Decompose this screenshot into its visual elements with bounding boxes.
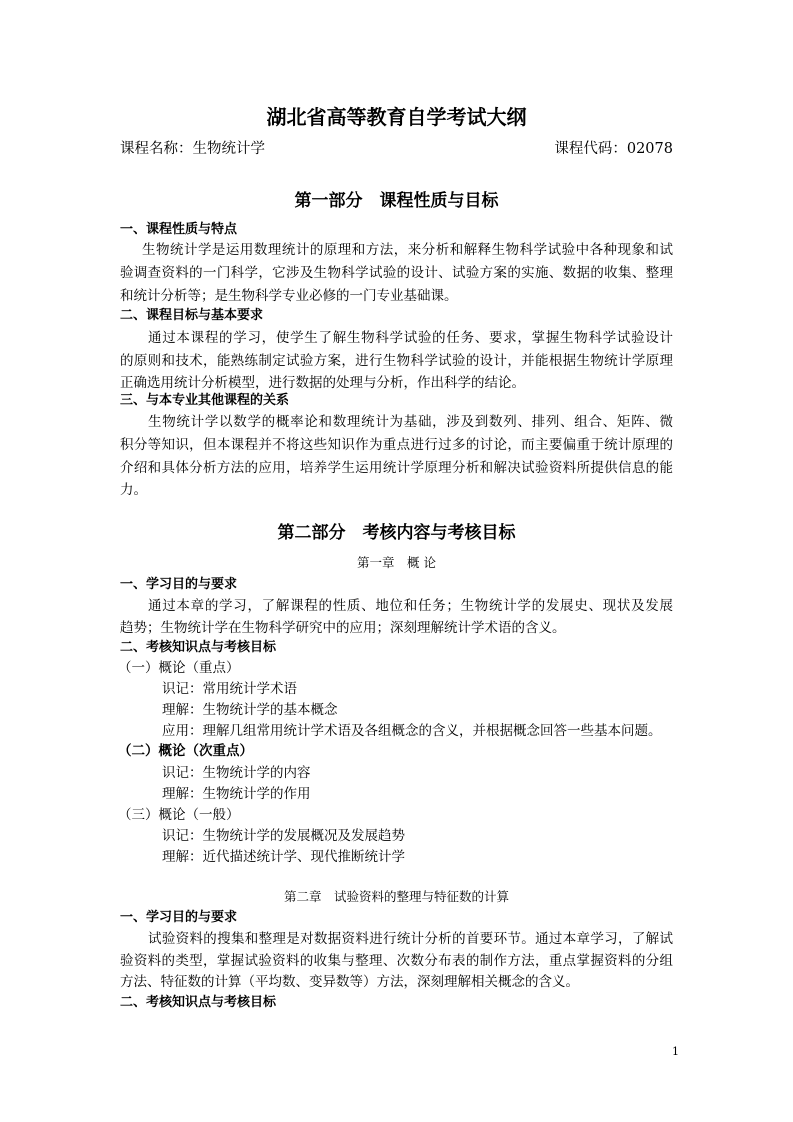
course-code: 课程代码：02078 xyxy=(554,141,673,157)
paragraph-line: 积分等知识，但本课程并不将这些知识作为重点进行过多的讨论，而主要偏重于统计原理的 xyxy=(120,437,673,453)
chapter-heading: 第一章 概 论 xyxy=(357,555,436,570)
section-heading: 二、考核知识点与考核目标 xyxy=(120,995,277,1010)
paragraph-line: 的原则和技术，能熟练制定试验方案，进行生物科学试验的设计，并能根据生物统计学原理 xyxy=(120,353,673,369)
paragraph-line: 和统计分析等；是生物科学专业必修的一门专业基础课。 xyxy=(120,288,458,304)
section-heading: 一、学习目的与要求 xyxy=(120,910,238,925)
page-number: 1 xyxy=(672,1045,679,1058)
paragraph-line: 验调查资料的一门科学，它涉及生物科学试验的设计、试验方案的实施、数据的收集、整理 xyxy=(120,265,673,281)
knowledge-line: 理解：近代描述统计学、现代推断统计学 xyxy=(162,849,405,865)
paragraph-line: 验资料的类型，掌握试验资料的收集与整理、次数分布表的制作方法，重点掌握资料的分组 xyxy=(120,953,673,969)
knowledge-line: 应用：理解几组常用统计学术语及各组概念的含义，并根据概念回答一些基本问题。 xyxy=(162,723,662,739)
knowledge-item-label: （三）概论（一般） xyxy=(118,807,240,823)
document-title: 湖北省高等教育自学考试大纲 xyxy=(266,105,527,129)
section-heading: 三、与本专业其他课程的关系 xyxy=(120,393,290,408)
paragraph-line: 方法、特征数的计算（平均数、变异数等）方法，深刻理解相关概念的含义。 xyxy=(120,974,579,990)
course-name: 课程名称：生物统计学 xyxy=(120,141,265,157)
knowledge-item-label: （一）概论（重点） xyxy=(118,660,240,676)
paragraph-line: 通过本课程的学习，使学生了解生物科学试验的任务、要求，掌握生物科学试验设计 xyxy=(148,330,673,346)
knowledge-item-label: （二）概论（次重点） xyxy=(118,743,253,759)
part1-heading: 第一部分 课程性质与目标 xyxy=(294,191,499,211)
section-heading: 二、考核知识点与考核目标 xyxy=(120,640,277,655)
section-heading: 二、课程目标与基本要求 xyxy=(120,308,264,323)
paragraph-line: 试验资料的搜集和整理是对数据资料进行统计分析的首要环节。通过本章学习，了解试 xyxy=(148,931,673,947)
paragraph-line: 力。 xyxy=(120,482,147,498)
paragraph-line: 正确选用统计分析模型，进行数据的处理与分析，作出科学的结论。 xyxy=(120,375,525,391)
section-heading: 一、课程性质与特点 xyxy=(120,222,238,237)
knowledge-line: 识记：生物统计学的发展概况及发展趋势 xyxy=(162,828,405,844)
paragraph-line: 介绍和具体分析方法的应用，培养学生运用统计学原理分析和解决试验资料所提供信息的能 xyxy=(120,460,673,476)
knowledge-line: 识记：常用统计学术语 xyxy=(162,681,297,697)
paragraph-line: 生物统计学以数学的概率论和数理统计为基础，涉及到数列、排列、组合、矩阵、微 xyxy=(148,414,673,430)
chapter-heading: 第二章 试验资料的整理与特征数的计算 xyxy=(283,889,509,904)
knowledge-line: 理解：生物统计学的基本概念 xyxy=(162,702,338,718)
section-heading: 一、学习目的与要求 xyxy=(120,577,238,592)
knowledge-line: 识记：生物统计学的内容 xyxy=(162,765,311,781)
part2-heading: 第二部分 考核内容与考核目标 xyxy=(277,523,516,543)
paragraph-line: 生物统计学是运用数理统计的原理和方法，来分析和解释生物科学试验中各种现象和试 xyxy=(142,242,673,258)
paragraph-line: 趋势；生物统计学在生物科学研究中的应用；深刻理解统计学术语的含义。 xyxy=(120,620,566,636)
knowledge-line: 理解：生物统计学的作用 xyxy=(162,786,311,802)
paragraph-line: 通过本章的学习，了解课程的性质、地位和任务；生物统计学的发展史、现状及发展 xyxy=(148,598,673,614)
